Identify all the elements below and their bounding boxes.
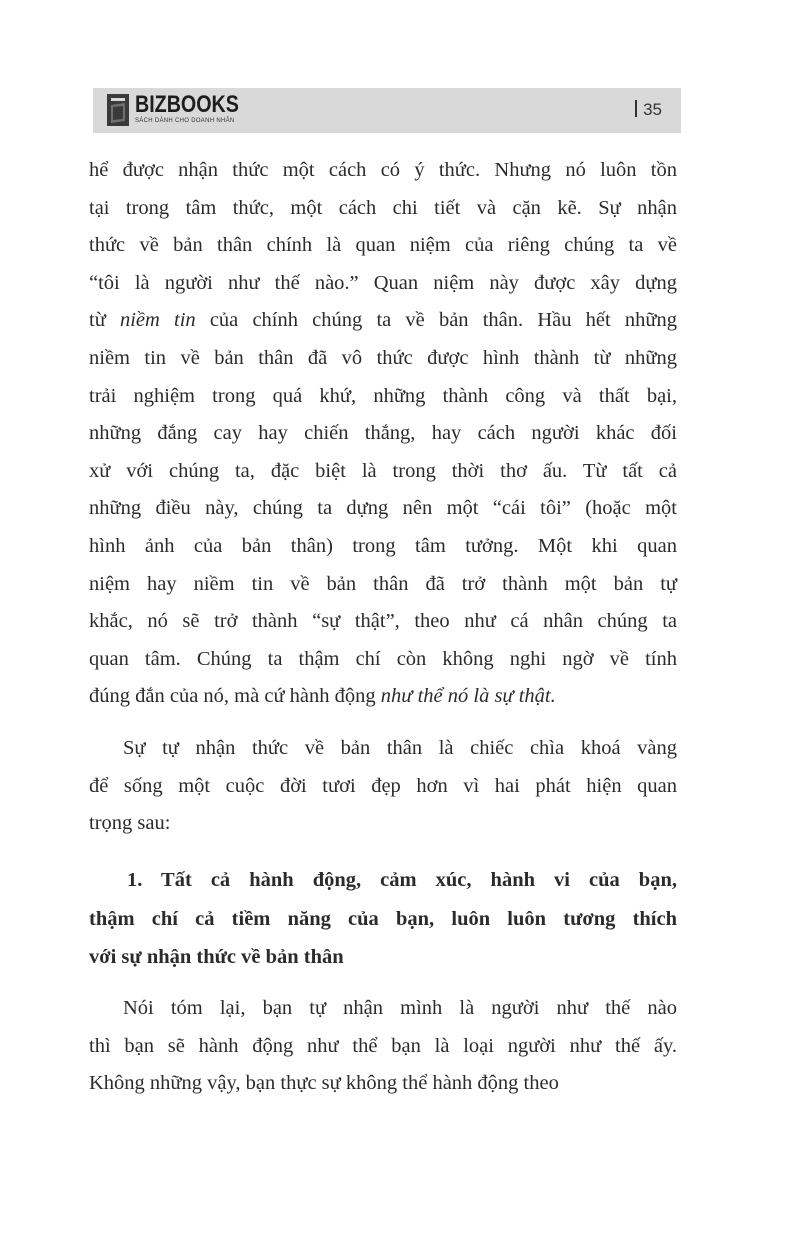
text-line [89, 453, 677, 491]
line-text: những đắng cay hay chiến thắng, hay cách người khác đối [89, 422, 677, 445]
line-text: từ [89, 309, 120, 332]
line-text: trọng sau: [89, 812, 171, 835]
text-line [89, 302, 677, 340]
page-number-value: 35 [643, 100, 662, 119]
line-text: xử với chúng ta, đặc biệt là trong thời thơ ấu. Từ tất cả [89, 459, 677, 482]
line-text: của chính chúng ta về bản thân. Hầu hết những [195, 309, 677, 332]
line-text: hể được nhận thức một cách có ý thức. Nhưng nó luôn tồn [89, 159, 677, 181]
line-text: đúng đắn của nó, mà cứ hành động [89, 685, 381, 708]
text-line [89, 1065, 677, 1103]
text-line [89, 641, 677, 679]
paragraph-3 [89, 990, 677, 1103]
text-line [89, 152, 677, 190]
text-line [89, 678, 677, 716]
text-line [89, 378, 677, 416]
line-text: trải nghiệm trong quá khứ, những thành công và thất bại, [89, 384, 677, 407]
text-line [89, 265, 677, 303]
line-text: để sống một cuộc đời tươi đẹp hơn vì hai phát hiện quan [89, 774, 677, 797]
text-line [89, 861, 677, 900]
line-text: thậm chí cả tiềm năng của bạn, luôn luôn tương thích [89, 907, 677, 930]
text-line [89, 490, 677, 528]
paragraph-2 [89, 730, 677, 843]
line-text: quan tâm. Chúng ta thậm chí còn không nghi ngờ về tính [89, 647, 677, 670]
text-line [89, 603, 677, 641]
text-line [89, 990, 677, 1028]
line-text: Không những vậy, bạn thực sự không thể hành động theo [89, 1072, 559, 1095]
line-text: thì bạn sẽ hành động như thể bạn là loại người như thế ấy. [89, 1034, 677, 1057]
line-text: tại trong tâm thức, một cách chi tiết và cặn kẽ. Sự nhận [89, 196, 677, 219]
line-text: niềm tin về bản thân đã vô thức được hình thành từ những [89, 346, 677, 369]
text-line [89, 340, 677, 378]
italic-text: như thể nó là sự thật. [380, 685, 556, 708]
text-line [89, 1028, 677, 1066]
line-text: niệm hay niềm tin về bản thân đã trở thành một bản tự [89, 572, 677, 595]
separator-bar [635, 100, 637, 117]
italic-text: niềm tin [119, 309, 196, 332]
line-text: 1. Tất cả hành động, cảm xúc, hành vi của bạn, [127, 869, 677, 891]
bizbooks-logo-icon [106, 93, 130, 127]
line-text: Nói tóm lại, bạn tự nhận mình là người như thế nào [123, 997, 677, 1019]
line-text: khắc, nó sẽ trở thành “sự thật”, theo như cá nhân chúng ta [89, 610, 677, 633]
line-text: với sự nhận thức về bản thân [89, 946, 344, 968]
text-line [89, 415, 677, 453]
text-line [89, 805, 677, 843]
text-line [89, 528, 677, 566]
text-line [89, 938, 677, 977]
page-number [635, 100, 662, 120]
text-line [89, 900, 677, 939]
paragraph-1 [89, 152, 677, 716]
page-header [93, 88, 681, 133]
brand-name: BIZBOOKS [135, 91, 239, 118]
line-text: hình ảnh của bản thân) trong tâm tưởng. Một khi quan [89, 534, 677, 557]
section-heading [89, 861, 677, 977]
text-line [89, 730, 677, 768]
line-text: Sự tự nhận thức về bản thân là chiếc chìa khoá vàng [123, 737, 677, 759]
text-line [89, 768, 677, 806]
line-text: “tôi là người như thế nào.” Quan niệm này được xây dựng [89, 271, 677, 294]
text-line [89, 566, 677, 604]
line-text: thức về bản thân chính là quan niệm của riêng chúng ta về [89, 234, 677, 257]
text-line [89, 190, 677, 228]
brand-tagline: SÁCH DÀNH CHO DOANH NHÂN [135, 118, 235, 124]
text-line [89, 227, 677, 265]
line-text: những điều này, chúng ta dựng nên một “cái tôi” (hoặc một [89, 497, 677, 520]
